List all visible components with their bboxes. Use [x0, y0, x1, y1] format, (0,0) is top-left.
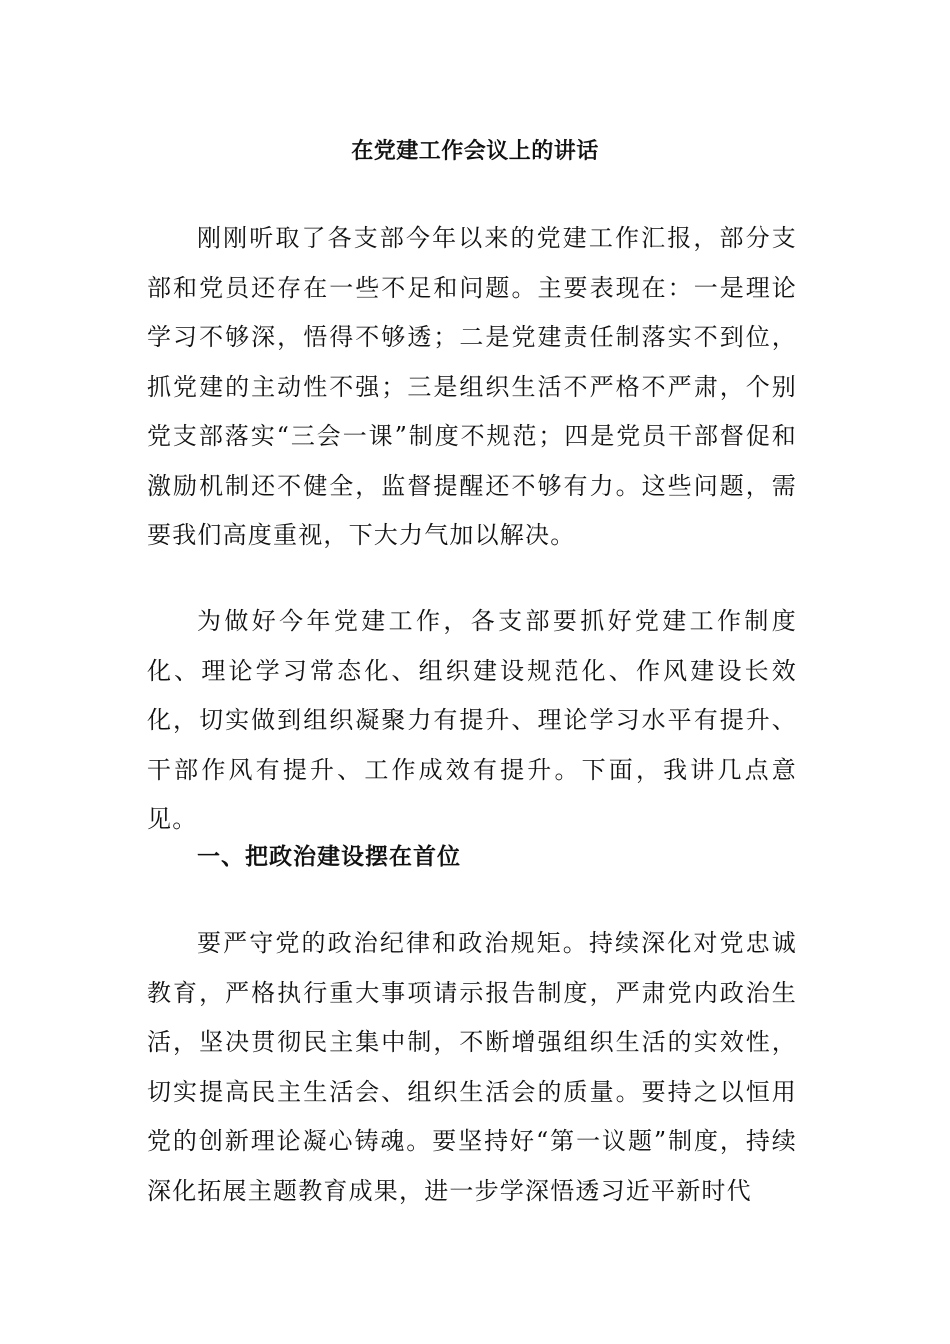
paragraph-goals: 为做好今年党建工作，各支部要抓好党建工作制度化、理论学习常态化、组织建设规范化、作风建设长效化，切实做到组织凝聚力有提升、理论学习水平有提升、干部作风有提升、工作成效有提升。下面，我讲几点意见。	[147, 607, 797, 833]
paragraph-problems: 刚刚听取了各支部今年以来的党建工作汇报，部分支部和党员还存在一些不足和问题。主要表现在：一是理论学习不够深，悟得不够透；二是党建责任制落实不到位，抓党建的主动性不强；三是组织生活不严格不严肃，个别党支部落实“三会一课”制度不规范；四是党员干部督促和激励机制还不健全，监督提醒还不够有力。这些问题，需要我们高度重视，下大力气加以解决。	[147, 224, 797, 549]
paragraph-political-construction: 要严守党的政治纪律和政治规矩。持续深化对党忠诚教育，严格执行重大事项请示报告制度，严肃党内政治生活，坚决贯彻民主集中制，不断增强组织生活的实效性，切实提高民主生活会、组织生活会的质量。要持之以恒用党的创新理论凝心铸魂。要坚持好“第一议题”制度，持续深化拓展主题教育成果，进一步学深悟透习近平新时代	[147, 929, 797, 1205]
document-title: 在党建工作会议上的讲话	[351, 139, 599, 164]
section-heading-1: 一、把政治建设摆在首位	[197, 844, 461, 870]
